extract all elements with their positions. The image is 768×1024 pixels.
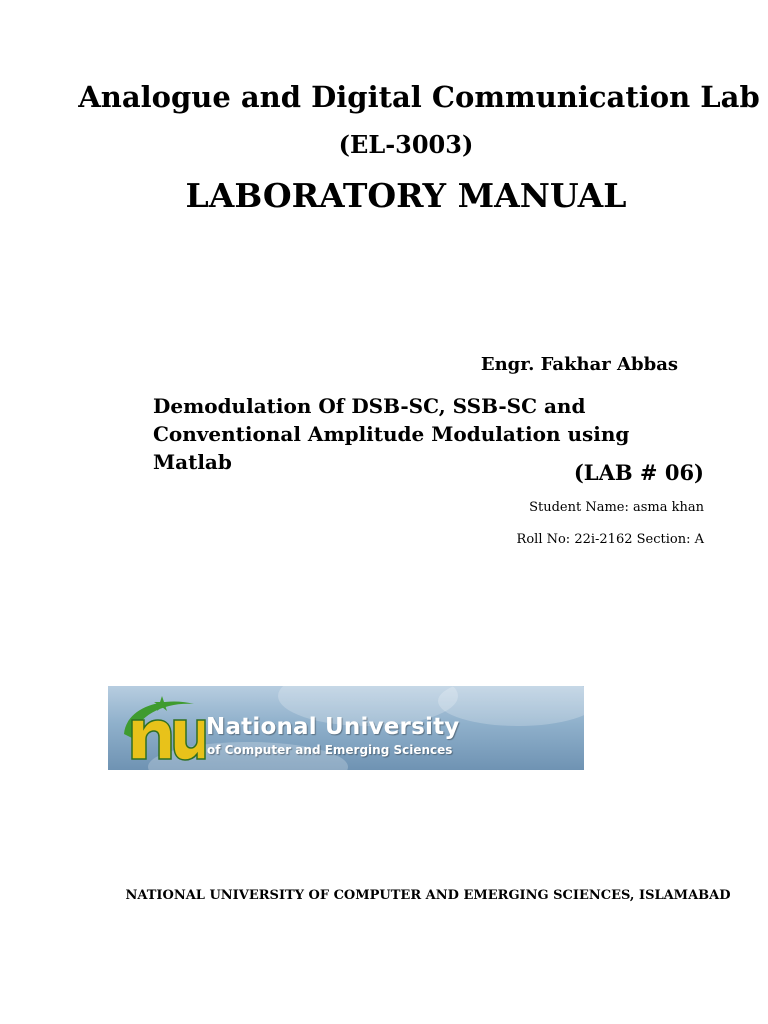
course-code: (EL-3003) bbox=[338, 130, 474, 159]
nu-logo-icon bbox=[116, 694, 206, 766]
lab-number: (LAB # 06) bbox=[573, 460, 704, 485]
university-name: National University bbox=[206, 714, 460, 740]
course-title: Analogue and Digital Communication Lab bbox=[78, 80, 760, 114]
university-subtitle: of Computer and Emerging Sciences bbox=[207, 743, 453, 757]
university-banner bbox=[108, 686, 584, 770]
roll-number: Roll No: 22i-2162 Section: A bbox=[516, 532, 704, 547]
lab-title: Demodulation Of DSB-SC, SSB-SC and Conventional Amplitude Modulation using Matlab bbox=[153, 394, 630, 474]
footer-institution: NATIONAL UNIVERSITY OF COMPUTER AND EMERGING SCIENCES, ISLAMABAD bbox=[125, 888, 731, 903]
manual-title: LABORATORY MANUAL bbox=[185, 176, 627, 215]
banner-cloud bbox=[438, 686, 584, 726]
student-name: Student Name: asma khan bbox=[529, 500, 704, 515]
instructor-name: Engr. Fakhar Abbas bbox=[480, 354, 678, 375]
